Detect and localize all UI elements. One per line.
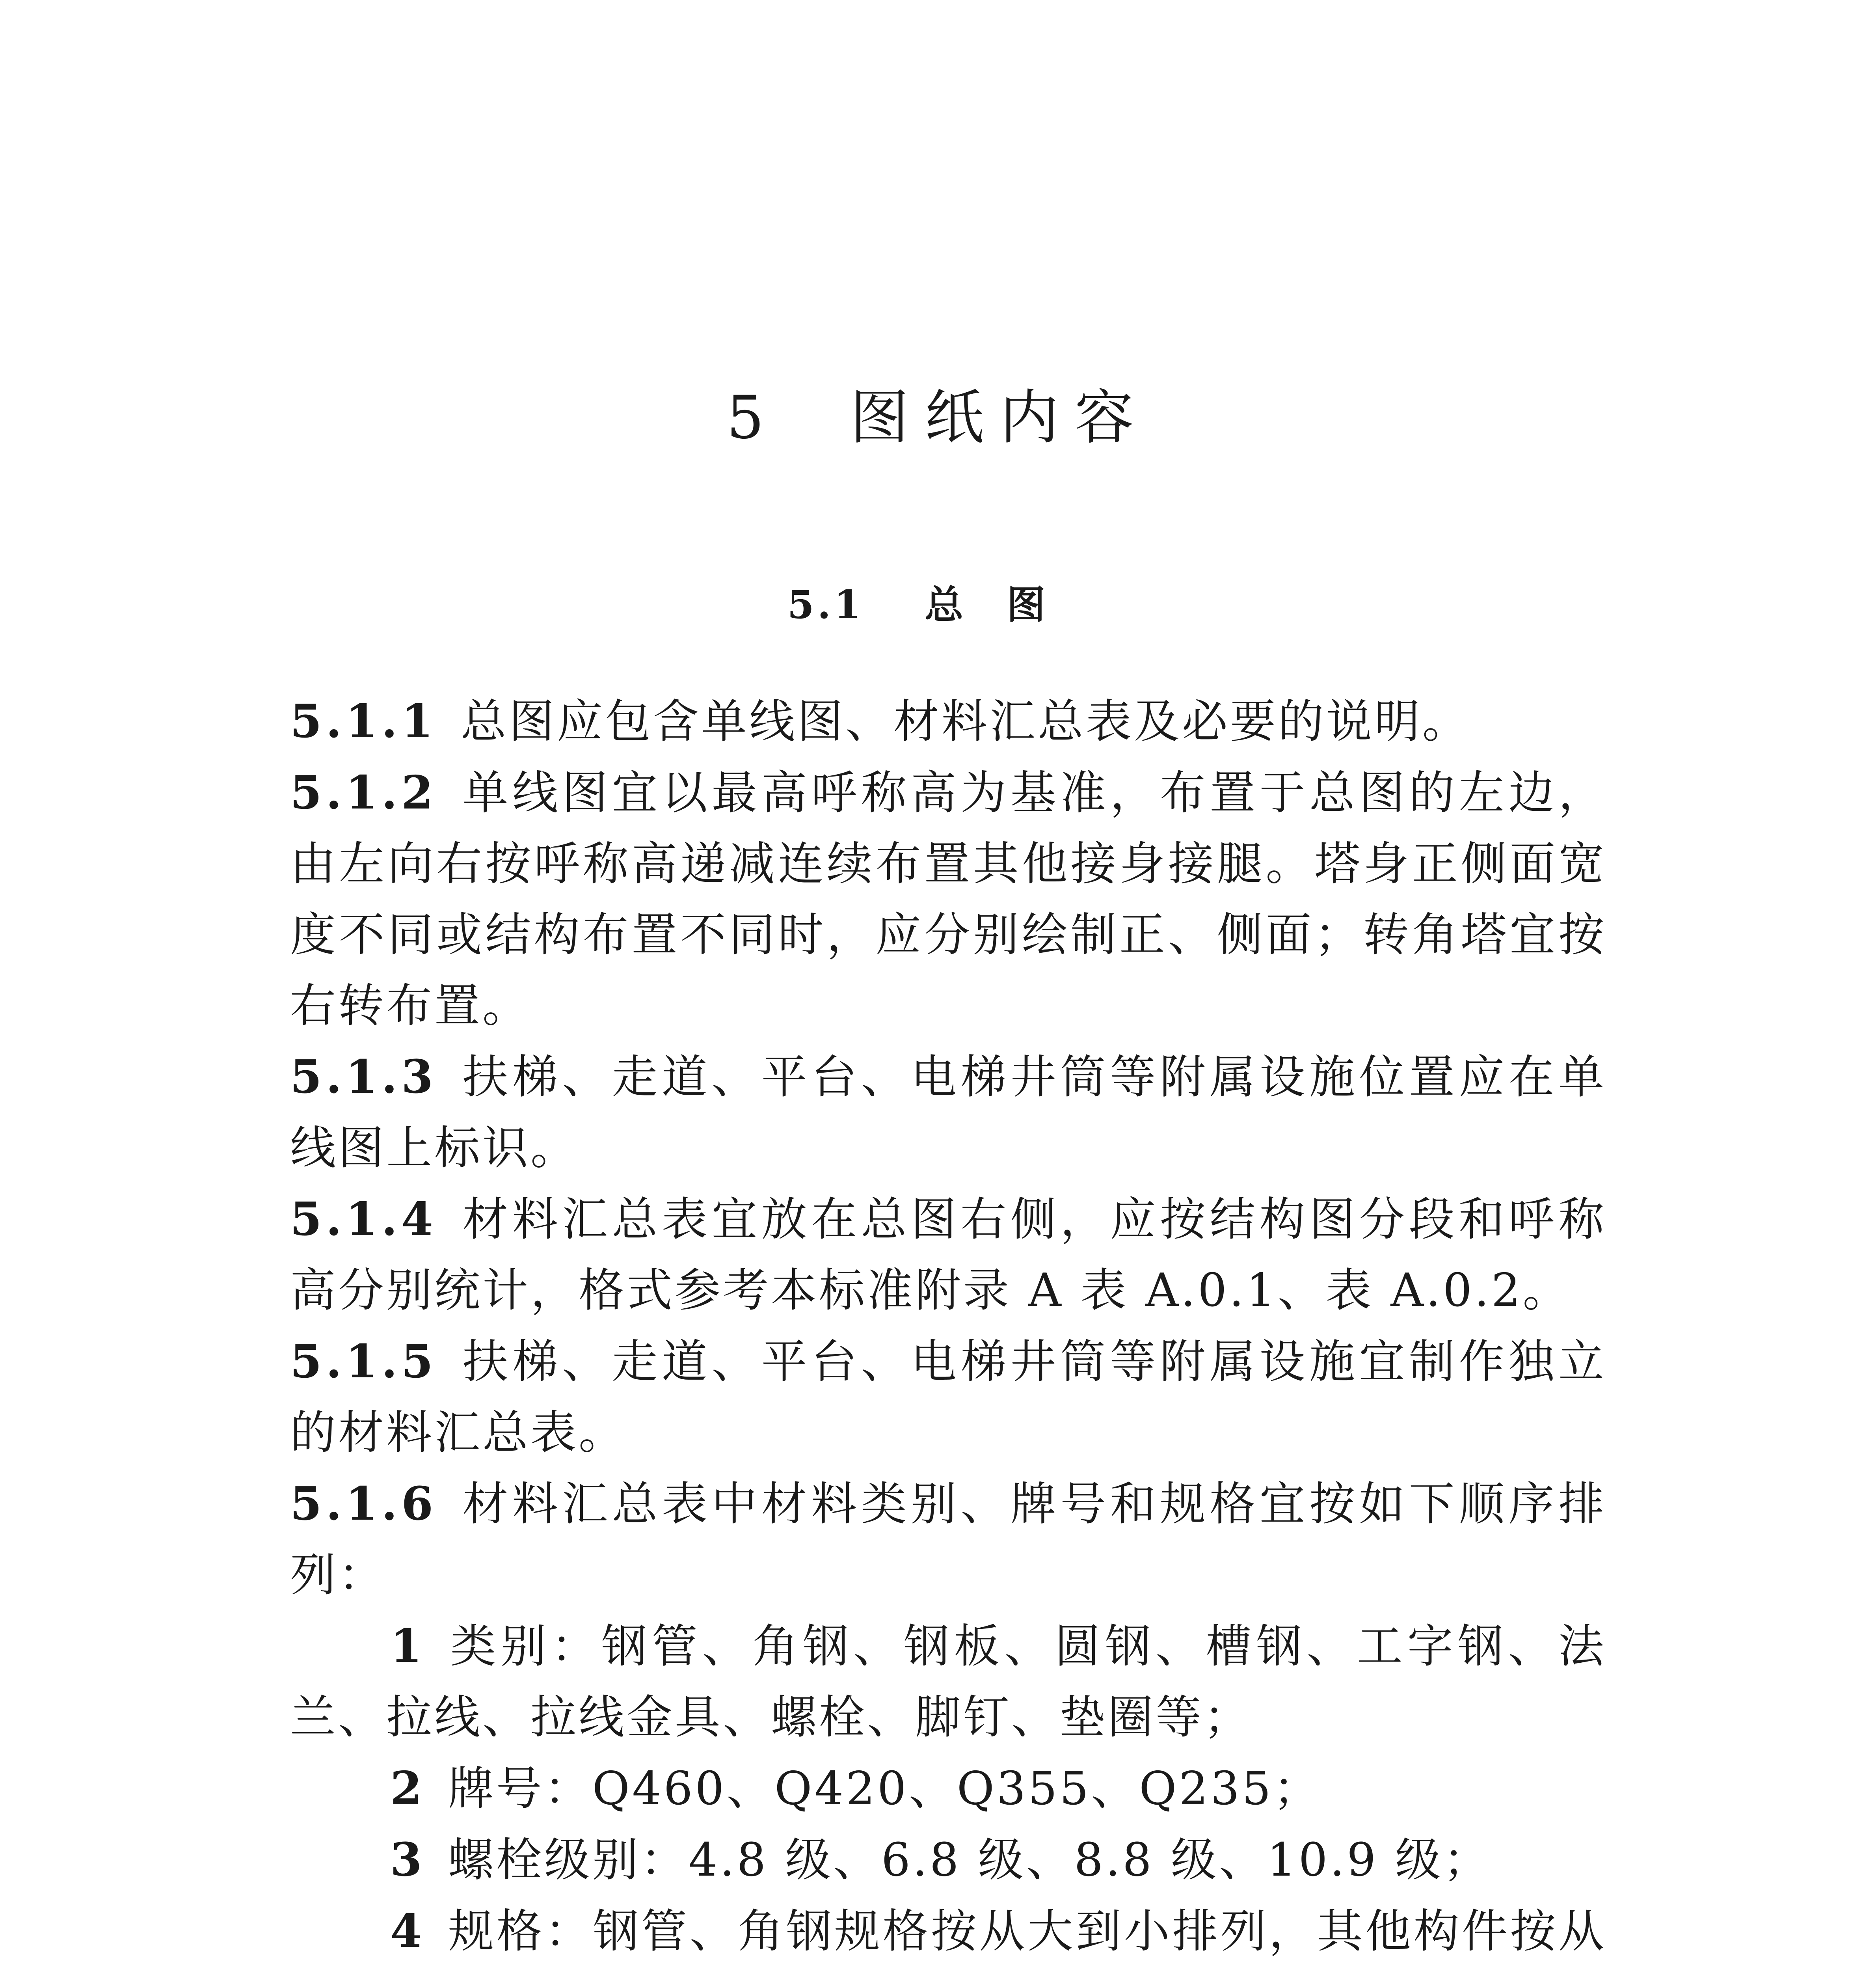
clause-number: 5.1.6	[290, 1477, 437, 1531]
clause-5-1-2	[290, 757, 1606, 1041]
list-item-1	[290, 1611, 1606, 1753]
clause-text: 材料汇总表中材料类别、牌号和规格宜按如下顺序排列：	[290, 1477, 1606, 1602]
clause-number: 5.1.4	[290, 1192, 437, 1246]
clause-text: 材料汇总表宜放在总图右侧，应按结构图分段和呼称高分别统计，格式参考本标准附录 A 表 A.0.1、表 A.0.2。	[290, 1193, 1606, 1317]
clause-number: 5.1.1	[290, 695, 437, 748]
section-5-1-body	[290, 686, 1606, 1971]
clause-number: 5.1.3	[290, 1050, 437, 1104]
item-number: 4	[390, 1904, 424, 1958]
section-number: 5.1	[787, 582, 864, 628]
chapter-number: 5	[726, 384, 780, 452]
list-item-4	[290, 1896, 1606, 1971]
section-title-text: 总图	[925, 582, 1089, 628]
clause-number: 5.1.2	[290, 766, 437, 820]
list-item-2	[290, 1753, 1606, 1824]
clause-text: 扶梯、走道、平台、电梯井筒等附属设施宜制作独立的材料汇总表。	[290, 1335, 1606, 1459]
clause-5-1-5	[290, 1326, 1606, 1468]
clause-5-1-4	[290, 1184, 1606, 1326]
item-number: 2	[390, 1762, 424, 1815]
chapter-title	[0, 378, 1876, 457]
item-number: 3	[390, 1833, 424, 1887]
item-number: 1	[390, 1619, 424, 1673]
item-text: 规格：钢管、角钢规格按从大到小排列，其他构件按从	[448, 1905, 1606, 1958]
clause-text: 扶梯、走道、平台、电梯井筒等附属设施位置应在单线图上标识。	[290, 1051, 1606, 1175]
clause-number: 5.1.5	[290, 1335, 437, 1388]
clause-5-1-1	[290, 686, 1606, 757]
chapter-title-text: 图纸内容	[850, 384, 1150, 452]
section-title-5-1	[0, 578, 1876, 633]
item-text: 类别：钢管、角钢、钢板、圆钢、槽钢、工字钢、法兰、拉线、拉线金具、螺栓、脚钉、垫圈等；	[290, 1620, 1606, 1744]
clause-text: 单线图宜以最高呼称高为基准，布置于总图的左边，由左向右按呼称高递减连续布置其他接身接腿。塔身正侧面宽度不同或结构布置不同时，应分别绘制正、侧面；转角塔宜按右转布置。	[290, 766, 1606, 1032]
list-item-3	[290, 1824, 1606, 1896]
clause-text: 总图应包含单线图、材料汇总表及必要的说明。	[460, 695, 1470, 748]
item-text: 螺栓级别：4.8 级、6.8 级、8.8 级、10.9 级；	[448, 1833, 1491, 1887]
clause-5-1-6	[290, 1468, 1606, 1611]
clause-5-1-3	[290, 1041, 1606, 1184]
item-text: 牌号：Q460、Q420、Q355、Q235；	[448, 1762, 1321, 1815]
